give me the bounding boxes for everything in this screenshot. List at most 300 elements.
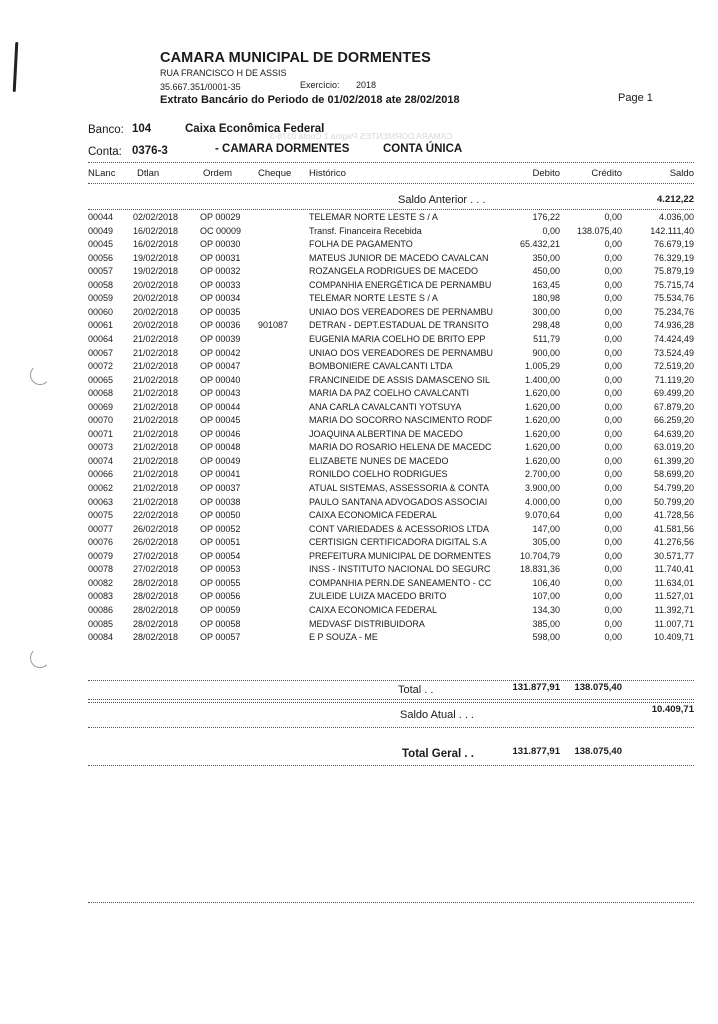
cell-saldo: 74.424,49 <box>653 333 694 344</box>
table-row <box>0 483 718 496</box>
cell-saldo: 11.634,01 <box>654 577 694 588</box>
cell-dtlan: 26/02/2018 <box>133 537 179 548</box>
cell-saldo: 66.259,20 <box>653 415 694 426</box>
cell-dtlan: 21/02/2018 <box>133 388 179 399</box>
cell-saldo: 61.399,20 <box>653 455 694 466</box>
cell-debito: 65.432,21 <box>519 239 560 250</box>
cell-credito: 0,00 <box>604 293 622 304</box>
cell-dtlan: 20/02/2018 <box>133 279 179 290</box>
cell-historico: ATUAL SISTEMAS, ASSESSORIA & CONTA <box>309 483 489 493</box>
table-row <box>0 375 718 388</box>
cell-debito: 0,00 <box>542 225 560 236</box>
punch-hole-mark <box>30 648 50 668</box>
cell-nlanc: 00086 <box>88 604 114 615</box>
saldo-atual-label: Saldo Atual . . . <box>400 709 474 721</box>
cell-dtlan: 19/02/2018 <box>133 252 179 263</box>
cell-credito: 0,00 <box>604 415 622 426</box>
cell-dtlan: 19/02/2018 <box>133 266 179 277</box>
col-header-cheque: Cheque <box>258 168 292 179</box>
cell-saldo: 4.036,00 <box>658 212 694 222</box>
cell-saldo: 67.879,20 <box>653 401 694 412</box>
bleed-through-text: CAMARA DORMENTES Pagina 1 Conta 0376-3 <box>270 131 453 141</box>
cell-debito: 9.070,64 <box>524 510 560 521</box>
cell-debito: 18.831,36 <box>519 564 560 575</box>
cell-historico: E P SOUZA - ME <box>309 632 378 643</box>
cell-debito: 180,98 <box>532 293 560 304</box>
cell-debito: 107,00 <box>532 591 560 602</box>
cell-credito: 0,00 <box>604 483 622 493</box>
cell-historico: UNIAO DOS VEREADORES DE PERNAMBU <box>309 347 494 358</box>
cell-credito: 0,00 <box>604 347 622 358</box>
org-name: CAMARA MUNICIPAL DE DORMENTES <box>160 50 431 66</box>
exercicio-label: Exercício: <box>300 80 340 90</box>
total-label: Total . . <box>398 684 434 696</box>
cell-historico: JOAQUINA ALBERTINA DE MACEDO <box>309 428 463 439</box>
table-row <box>0 415 718 428</box>
cell-debito: 1.620,00 <box>524 401 560 412</box>
cell-historico: TELEMAR NORTE LESTE S / A <box>309 212 438 222</box>
cell-ordem: OP 00047 <box>200 361 241 372</box>
cell-debito: 10.704,79 <box>519 550 560 561</box>
conta-number: 0376-3 <box>132 145 168 157</box>
cell-credito: 0,00 <box>604 266 622 277</box>
col-header-credito: Crédito <box>591 168 622 179</box>
cell-nlanc: 00074 <box>88 455 114 466</box>
cell-historico: MARIA DA PAZ COELHO CAVALCANTI <box>309 388 470 399</box>
cell-debito: 300,00 <box>532 306 560 317</box>
table-row <box>0 266 718 279</box>
org-cnpj: 35.667.351/0001-35 <box>160 82 241 92</box>
cell-ordem: OP 00043 <box>200 388 241 399</box>
cell-credito: 0,00 <box>604 523 622 534</box>
cell-dtlan: 26/02/2018 <box>133 523 179 534</box>
col-header-debito: Debito <box>532 168 560 179</box>
saldo-anterior-value: 4.212,22 <box>657 194 694 205</box>
cell-debito: 2.700,00 <box>524 469 560 480</box>
cell-credito: 0,00 <box>604 618 622 629</box>
cell-nlanc: 00072 <box>88 361 114 372</box>
cell-credito: 0,00 <box>604 361 622 372</box>
table-row <box>0 469 718 482</box>
cell-historico: MEDVASF DISTRIBUIDORA <box>309 618 425 629</box>
cell-dtlan: 20/02/2018 <box>133 320 179 331</box>
table-row <box>0 497 718 510</box>
cell-historico: ANA CARLA CAVALCANTI YOTSUYA <box>309 401 462 412</box>
cell-historico: MARIA DO ROSARIO HELENA DE MACEDC <box>309 442 492 453</box>
cell-saldo: 76.679,19 <box>653 239 694 250</box>
cell-dtlan: 20/02/2018 <box>133 293 179 304</box>
cell-nlanc: 00085 <box>88 618 114 629</box>
conta-type: CONTA ÚNICA <box>383 143 463 155</box>
cell-dtlan: 21/02/2018 <box>133 374 179 385</box>
cell-debito: 1.620,00 <box>524 442 560 453</box>
cell-historico: CAIXA ECONOMICA FEDERAL <box>309 604 438 615</box>
cell-saldo: 75.879,19 <box>653 266 694 277</box>
table-row <box>0 537 718 550</box>
cell-historico: ZULEIDE LUIZA MACEDO BRITO <box>309 591 447 602</box>
table-row <box>0 551 718 564</box>
cell-nlanc: 00078 <box>88 564 114 575</box>
cell-debito: 1.620,00 <box>524 388 560 399</box>
cell-dtlan: 22/02/2018 <box>133 510 179 521</box>
cell-dtlan: 21/02/2018 <box>133 469 179 480</box>
cell-dtlan: 21/02/2018 <box>133 483 179 493</box>
cell-credito: 0,00 <box>604 537 622 548</box>
cell-ordem: OP 00049 <box>200 455 241 466</box>
cell-dtlan: 16/02/2018 <box>133 239 179 250</box>
cell-saldo: 54.799,20 <box>653 483 694 493</box>
cell-ordem: OP 00052 <box>200 523 241 534</box>
col-header-saldo: Saldo <box>669 168 694 179</box>
cell-ordem: OP 00030 <box>200 239 241 250</box>
cell-historico: COMPANHIA PERN.DE SANEAMENTO - CC <box>309 577 492 588</box>
cell-historico: PAULO SANTANA ADVOGADOS ASSOCIAI <box>309 496 488 507</box>
table-row <box>0 402 718 415</box>
cell-credito: 0,00 <box>604 469 622 480</box>
table-row <box>0 510 718 523</box>
total-debito: 131.877,91 <box>512 682 560 693</box>
cell-credito: 0,00 <box>604 632 622 643</box>
cell-ordem: OP 00039 <box>200 333 241 344</box>
cell-credito: 0,00 <box>604 510 622 521</box>
table-row <box>0 280 718 293</box>
cell-ordem: OP 00040 <box>200 374 241 385</box>
divider <box>88 162 694 163</box>
cell-ordem: OP 00032 <box>200 266 241 277</box>
cell-nlanc: 00044 <box>88 212 114 222</box>
cell-nlanc: 00066 <box>88 469 114 480</box>
cell-nlanc: 00083 <box>88 591 114 602</box>
cell-debito: 305,00 <box>532 537 560 548</box>
cell-ordem: OP 00059 <box>200 604 241 615</box>
divider <box>88 765 694 766</box>
cell-historico: INSS - INSTITUTO NACIONAL DO SEGURC <box>309 564 491 575</box>
cell-nlanc: 00060 <box>88 306 114 317</box>
cell-debito: 450,00 <box>532 266 560 277</box>
cell-historico: PREFEITURA MUNICIPAL DE DORMENTES <box>309 550 492 561</box>
saldo-anterior-label: Saldo Anterior . . . <box>398 194 486 206</box>
cell-dtlan: 21/02/2018 <box>133 401 179 412</box>
cell-cheque: 901087 <box>258 320 289 331</box>
divider <box>88 680 694 681</box>
cell-nlanc: 00071 <box>88 428 114 439</box>
table-row <box>0 320 718 333</box>
cell-credito: 0,00 <box>604 577 622 588</box>
cell-saldo: 58.699,20 <box>653 469 694 480</box>
col-header-nlanc: NLanc <box>88 168 116 179</box>
cell-dtlan: 21/02/2018 <box>133 361 179 372</box>
cell-saldo: 69.499,20 <box>653 388 694 399</box>
cell-credito: 138.075,40 <box>576 225 622 236</box>
cell-historico: MARIA DO SOCORRO NASCIMENTO RODF <box>309 415 493 426</box>
banco-label: Banco: <box>88 124 124 136</box>
table-row <box>0 226 718 239</box>
cell-ordem: OP 00044 <box>200 401 241 412</box>
org-address: RUA FRANCISCO H DE ASSIS <box>160 68 287 78</box>
cell-historico: EUGENIA MARIA COELHO DE BRITO EPP <box>309 333 486 344</box>
cell-saldo: 72.519,20 <box>653 361 694 372</box>
col-header-dtlan: Dtlan <box>137 168 160 179</box>
total-geral-label: Total Geral . . <box>402 748 474 760</box>
cell-ordem: OC 00009 <box>200 225 242 236</box>
cell-nlanc: 00045 <box>88 239 114 250</box>
page-number: Page 1 <box>618 92 653 104</box>
cell-credito: 0,00 <box>604 306 622 317</box>
statement-title: Extrato Bancário do Periodo de 01/02/2018 ate 28/02/2018 <box>160 94 460 106</box>
cell-ordem: OP 00057 <box>200 632 241 643</box>
cell-historico: CAIXA ECONOMICA FEDERAL <box>309 510 438 521</box>
cell-saldo: 75.234,76 <box>653 306 694 317</box>
cell-credito: 0,00 <box>604 239 622 250</box>
cell-dtlan: 21/02/2018 <box>133 496 179 507</box>
cell-dtlan: 28/02/2018 <box>133 632 179 643</box>
cell-saldo: 11.392,71 <box>654 604 694 615</box>
cell-saldo: 75.715,74 <box>653 279 694 290</box>
divider <box>88 902 694 903</box>
table-row <box>0 239 718 252</box>
cell-historico: CERTISIGN CERTIFICADORA DIGITAL S.A <box>309 537 487 548</box>
cell-debito: 298,48 <box>532 320 560 331</box>
conta-label: Conta: <box>88 146 122 158</box>
col-header-historico: Histórico <box>309 168 346 179</box>
cell-nlanc: 00063 <box>88 496 114 507</box>
cell-ordem: OP 00041 <box>200 469 241 480</box>
cell-historico: RONILDO COELHO RODRIGUES <box>309 469 448 480</box>
cell-nlanc: 00077 <box>88 523 114 534</box>
cell-nlanc: 00065 <box>88 374 114 385</box>
cell-saldo: 41.581,56 <box>653 523 694 534</box>
cell-historico: Transf. Financeira Recebida <box>309 225 422 236</box>
exercicio-value: 2018 <box>356 80 377 90</box>
cell-dtlan: 21/02/2018 <box>133 347 179 358</box>
cell-saldo: 11.527,01 <box>654 591 694 602</box>
cell-debito: 900,00 <box>532 347 560 358</box>
cell-ordem: OP 00055 <box>200 577 241 588</box>
cell-debito: 163,45 <box>532 279 560 290</box>
cell-debito: 134,30 <box>532 604 560 615</box>
cell-saldo: 63.019,20 <box>653 442 694 453</box>
cell-nlanc: 00076 <box>88 537 114 548</box>
table-row <box>0 253 718 266</box>
cell-credito: 0,00 <box>604 496 622 507</box>
cell-credito: 0,00 <box>604 212 622 222</box>
cell-ordem: OP 00035 <box>200 306 241 317</box>
cell-saldo: 74.936,28 <box>653 320 694 331</box>
cell-nlanc: 00062 <box>88 483 114 493</box>
table-row <box>0 605 718 618</box>
cell-historico: DETRAN - DEPT.ESTADUAL DE TRANSITO <box>309 320 489 331</box>
table-row <box>0 578 718 591</box>
cell-dtlan: 28/02/2018 <box>133 591 179 602</box>
table-row <box>0 632 718 645</box>
cell-debito: 1.620,00 <box>524 428 560 439</box>
table-row <box>0 293 718 306</box>
cell-dtlan: 21/02/2018 <box>133 428 179 439</box>
cell-credito: 0,00 <box>604 604 622 615</box>
cell-credito: 0,00 <box>604 374 622 385</box>
cell-debito: 1.620,00 <box>524 455 560 466</box>
cell-nlanc: 00059 <box>88 293 114 304</box>
banco-name: Caixa Econômica Federal <box>185 123 325 135</box>
cell-nlanc: 00058 <box>88 279 114 290</box>
cell-saldo: 73.524,49 <box>653 347 694 358</box>
cell-nlanc: 00067 <box>88 347 114 358</box>
table-row <box>0 388 718 401</box>
cell-debito: 3.900,00 <box>524 483 560 493</box>
cell-debito: 350,00 <box>532 252 560 263</box>
total-geral-debito: 131.877,91 <box>512 746 560 757</box>
table-row <box>0 619 718 632</box>
banco-code: 104 <box>132 123 152 135</box>
divider <box>88 209 694 210</box>
table-row <box>0 456 718 469</box>
cell-historico: ELIZABETE NUNES DE MACEDO <box>309 455 449 466</box>
cell-nlanc: 00061 <box>88 320 114 331</box>
table-row <box>0 334 718 347</box>
cell-historico: UNIAO DOS VEREADORES DE PERNAMBU <box>309 306 494 317</box>
cell-dtlan: 21/02/2018 <box>133 442 179 453</box>
table-row <box>0 307 718 320</box>
table-row <box>0 348 718 361</box>
cell-ordem: OP 00034 <box>200 293 241 304</box>
conta-holder: - CAMARA DORMENTES <box>215 143 350 155</box>
cell-saldo: 41.276,56 <box>653 537 694 548</box>
cell-credito: 0,00 <box>604 388 622 399</box>
cell-dtlan: 28/02/2018 <box>133 577 179 588</box>
cell-ordem: OP 00050 <box>200 510 241 521</box>
cell-saldo: 11.740,41 <box>654 564 694 575</box>
cell-nlanc: 00064 <box>88 333 114 344</box>
table-row <box>0 429 718 442</box>
cell-dtlan: 28/02/2018 <box>133 618 179 629</box>
cell-saldo: 75.534,76 <box>653 293 694 304</box>
table-row <box>0 212 718 225</box>
cell-saldo: 76.329,19 <box>653 252 694 263</box>
cell-ordem: OP 00054 <box>200 550 241 561</box>
cell-debito: 1.400,00 <box>524 374 560 385</box>
cell-saldo: 64.639,20 <box>653 428 694 439</box>
table-row <box>0 524 718 537</box>
cell-saldo: 71.119,20 <box>654 374 694 385</box>
table-row <box>0 442 718 455</box>
cell-ordem: OP 00037 <box>200 483 241 493</box>
cell-credito: 0,00 <box>604 591 622 602</box>
cell-credito: 0,00 <box>604 320 622 331</box>
cell-debito: 147,00 <box>532 523 560 534</box>
cell-ordem: OP 00046 <box>200 428 241 439</box>
cell-nlanc: 00073 <box>88 442 114 453</box>
col-header-ordem: Ordem <box>203 168 233 179</box>
pen-mark <box>13 42 19 92</box>
cell-dtlan: 21/02/2018 <box>133 333 179 344</box>
cell-historico: COMPANHIA ENERGÉTICA DE PERNAMBU <box>309 279 492 290</box>
cell-nlanc: 00075 <box>88 510 114 521</box>
cell-saldo: 41.728,56 <box>653 510 694 521</box>
cell-credito: 0,00 <box>604 333 622 344</box>
cell-nlanc: 00069 <box>88 401 114 412</box>
cell-debito: 4.000,00 <box>524 496 560 507</box>
cell-ordem: OP 00048 <box>200 442 241 453</box>
cell-debito: 106,40 <box>532 577 560 588</box>
cell-ordem: OP 00036 <box>200 320 241 331</box>
cell-nlanc: 00049 <box>88 225 114 236</box>
cell-debito: 598,00 <box>532 632 560 643</box>
cell-debito: 385,00 <box>532 618 560 629</box>
cell-dtlan: 02/02/2018 <box>133 212 179 222</box>
cell-ordem: OP 00056 <box>200 591 241 602</box>
cell-dtlan: 16/02/2018 <box>133 225 179 236</box>
cell-nlanc: 00056 <box>88 252 114 263</box>
cell-ordem: OP 00051 <box>200 537 241 548</box>
cell-saldo: 10.409,71 <box>653 632 694 643</box>
cell-credito: 0,00 <box>604 401 622 412</box>
cell-ordem: OP 00038 <box>200 496 241 507</box>
cell-ordem: OP 00042 <box>200 347 241 358</box>
divider <box>88 727 694 728</box>
total-geral-credito: 138.075,40 <box>574 746 622 757</box>
cell-saldo: 142.111,40 <box>650 225 694 236</box>
divider <box>88 699 694 700</box>
cell-historico: FRANCINEIDE DE ASSIS DAMASCENO SIL <box>309 374 491 385</box>
cell-debito: 1.620,00 <box>524 415 560 426</box>
cell-nlanc: 00057 <box>88 266 114 277</box>
cell-dtlan: 27/02/2018 <box>133 550 179 561</box>
table-row <box>0 361 718 374</box>
cell-historico: MATEUS JUNIOR DE MACEDO CAVALCAN <box>309 252 489 263</box>
table-row <box>0 564 718 577</box>
cell-saldo: 30.571,77 <box>653 550 694 561</box>
cell-ordem: OP 00045 <box>200 415 241 426</box>
cell-ordem: OP 00053 <box>200 564 241 575</box>
cell-ordem: OP 00058 <box>200 618 241 629</box>
cell-credito: 0,00 <box>604 279 622 290</box>
cell-nlanc: 00070 <box>88 415 114 426</box>
cell-debito: 511,79 <box>533 333 560 344</box>
cell-credito: 0,00 <box>604 550 622 561</box>
cell-dtlan: 21/02/2018 <box>133 415 179 426</box>
cell-nlanc: 00082 <box>88 577 114 588</box>
cell-debito: 176,22 <box>532 212 560 222</box>
cell-historico: ROZANGELA RODRIGUES DE MACEDO <box>309 266 479 277</box>
cell-historico: TELEMAR NORTE LESTE S / A <box>309 293 438 304</box>
cell-nlanc: 00079 <box>88 550 114 561</box>
cell-historico: CONT VARIEDADES & ACESSORIOS LTDA <box>309 523 490 534</box>
cell-credito: 0,00 <box>604 252 622 263</box>
cell-saldo: 50.799,20 <box>653 496 694 507</box>
cell-dtlan: 20/02/2018 <box>133 306 179 317</box>
cell-nlanc: 00068 <box>88 388 114 399</box>
cell-nlanc: 00084 <box>88 632 114 643</box>
cell-credito: 0,00 <box>604 428 622 439</box>
cell-dtlan: 21/02/2018 <box>133 455 179 466</box>
cell-dtlan: 27/02/2018 <box>133 564 179 575</box>
cell-historico: BOMBONIERE CAVALCANTI LTDA <box>309 361 453 372</box>
cell-historico: FOLHA DE PAGAMENTO <box>309 239 413 250</box>
cell-credito: 0,00 <box>604 442 622 453</box>
divider <box>88 702 694 703</box>
cell-credito: 0,00 <box>604 564 622 575</box>
total-credito: 138.075,40 <box>574 682 622 693</box>
divider <box>88 183 694 184</box>
cell-dtlan: 28/02/2018 <box>133 604 179 615</box>
cell-debito: 1.005,29 <box>524 361 560 372</box>
cell-ordem: OP 00029 <box>200 212 241 222</box>
table-row <box>0 591 718 604</box>
cell-credito: 0,00 <box>604 455 622 466</box>
saldo-atual-value: 10.409,71 <box>651 704 694 715</box>
cell-ordem: OP 00033 <box>200 279 241 290</box>
cell-saldo: 11.007,71 <box>654 618 694 629</box>
